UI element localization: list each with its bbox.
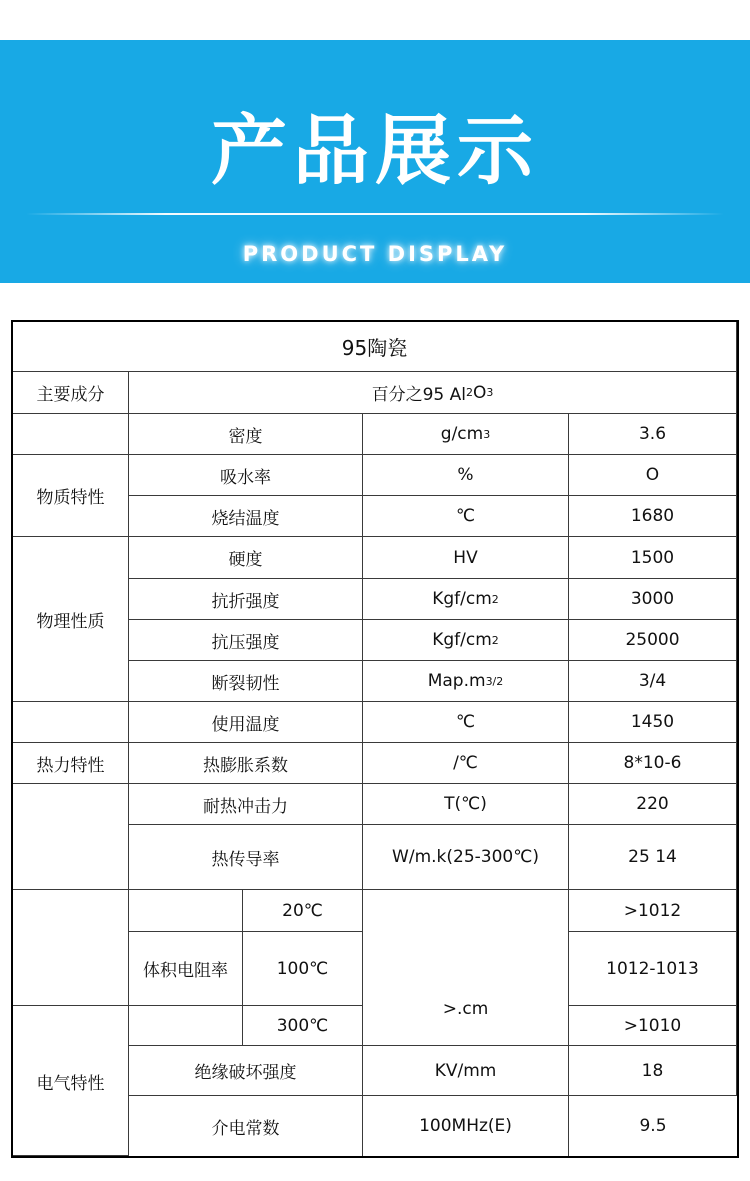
group-empty-resistivity bbox=[13, 890, 129, 1006]
dielectric-constant-unit: 100MHz(E) bbox=[363, 1096, 569, 1156]
main-component-value bbox=[129, 372, 737, 414]
sintering-temp-name: 烧结温度 bbox=[129, 496, 363, 537]
banner-subtitle: PRODUCT DISPLAY bbox=[242, 242, 508, 266]
flexural-strength-unit-text: Kgf/cm bbox=[432, 589, 492, 609]
service-temp-value: 1450 bbox=[569, 702, 737, 743]
water-absorption-value: O bbox=[569, 455, 737, 496]
flexural-strength-unit bbox=[363, 579, 569, 620]
group-empty-density bbox=[13, 414, 129, 455]
density-unit-sup: 3 bbox=[483, 427, 491, 441]
density-name: 密度 bbox=[129, 414, 363, 455]
thermal-expansion-unit: /℃ bbox=[363, 743, 569, 784]
resistivity-value-100: 1012-1013 bbox=[569, 932, 737, 1006]
main-component-sub2: 3 bbox=[486, 386, 494, 399]
table-title: 95陶瓷 bbox=[13, 322, 737, 372]
compressive-strength-unit bbox=[363, 620, 569, 661]
resistivity-empty-bottom bbox=[129, 1006, 243, 1046]
main-component-sub1: 2 bbox=[466, 386, 473, 399]
banner-divider bbox=[26, 213, 724, 215]
resistivity-empty-top bbox=[129, 890, 243, 932]
service-temp-unit: ℃ bbox=[363, 702, 569, 743]
resistivity-value-300: >1010 bbox=[569, 1006, 737, 1046]
volume-resistivity-label: 体积电阻率 bbox=[129, 932, 243, 1006]
flexural-strength-value: 3000 bbox=[569, 579, 737, 620]
sintering-temp-value: 1680 bbox=[569, 496, 737, 537]
compressive-strength-value: 25000 bbox=[569, 620, 737, 661]
hardness-unit: HV bbox=[363, 537, 569, 579]
sintering-temp-unit: ℃ bbox=[363, 496, 569, 537]
resistivity-unit: >.cm bbox=[363, 932, 569, 1046]
resistivity-temp-300: 300℃ bbox=[243, 1006, 363, 1046]
main-component-mid: O bbox=[473, 382, 487, 403]
density-unit bbox=[363, 414, 569, 455]
main-component-label: 主要成分 bbox=[13, 372, 129, 414]
fracture-toughness-name: 断裂韧性 bbox=[129, 661, 363, 702]
compressive-strength-name: 抗压强度 bbox=[129, 620, 363, 661]
water-absorption-unit: % bbox=[363, 455, 569, 496]
service-temp-name: 使用温度 bbox=[129, 702, 363, 743]
thermal-shock-name: 耐热冲击力 bbox=[129, 784, 363, 825]
thermal-conductivity-name: 热传导率 bbox=[129, 825, 363, 890]
density-value: 3.6 bbox=[569, 414, 737, 455]
thermal-expansion-name: 热膨胀系数 bbox=[129, 743, 363, 784]
compressive-strength-unit-sup: 2 bbox=[491, 633, 499, 647]
thermal-expansion-value: 8*10-6 bbox=[569, 743, 737, 784]
thermal-shock-value: 220 bbox=[569, 784, 737, 825]
fracture-toughness-unit bbox=[363, 661, 569, 702]
dielectric-constant-value: 9.5 bbox=[639, 1116, 667, 1136]
main-component-prefix: 百分之95 Al bbox=[371, 385, 466, 405]
thermal-shock-unit: T(℃) bbox=[363, 784, 569, 825]
fracture-toughness-value: 3/4 bbox=[569, 661, 737, 702]
fracture-toughness-unit-text: Map.m bbox=[427, 671, 486, 691]
resistivity-unit-empty bbox=[363, 890, 569, 932]
banner bbox=[0, 40, 750, 283]
group-electrical: 电气特性 bbox=[13, 1006, 129, 1156]
group-physical: 物理性质 bbox=[13, 537, 129, 702]
group-thermal: 热力特性 bbox=[13, 743, 129, 784]
group-empty-thermal2 bbox=[13, 784, 129, 890]
water-absorption-name: 吸水率 bbox=[129, 455, 363, 496]
resistivity-temp-100: 100℃ bbox=[243, 932, 363, 1006]
breakdown-strength-unit: KV/mm bbox=[363, 1046, 569, 1096]
breakdown-strength-name: 绝缘破坏强度 bbox=[129, 1046, 363, 1096]
flexural-strength-unit-sup: 2 bbox=[491, 592, 499, 606]
fracture-toughness-unit-sup: 3/2 bbox=[485, 674, 504, 688]
spec-table bbox=[11, 320, 739, 1158]
banner-title: 产品展示 bbox=[211, 106, 539, 195]
thermal-conductivity-value: 25 14 bbox=[569, 825, 737, 890]
dielectric-constant-name: 介电常数 bbox=[129, 1096, 363, 1156]
density-unit-text: g/cm bbox=[440, 424, 484, 444]
flexural-strength-name: 抗折强度 bbox=[129, 579, 363, 620]
hardness-name: 硬度 bbox=[129, 537, 363, 579]
group-empty-service bbox=[13, 702, 129, 743]
resistivity-value-20: >1012 bbox=[569, 890, 737, 932]
group-material: 物质特性 bbox=[13, 455, 129, 537]
breakdown-strength-value: 18 bbox=[569, 1046, 737, 1096]
resistivity-temp-20: 20℃ bbox=[243, 890, 363, 932]
compressive-strength-unit-text: Kgf/cm bbox=[432, 630, 492, 650]
hardness-value: 1500 bbox=[569, 537, 737, 579]
thermal-conductivity-unit: W/m.k(25-300℃) bbox=[363, 825, 569, 890]
